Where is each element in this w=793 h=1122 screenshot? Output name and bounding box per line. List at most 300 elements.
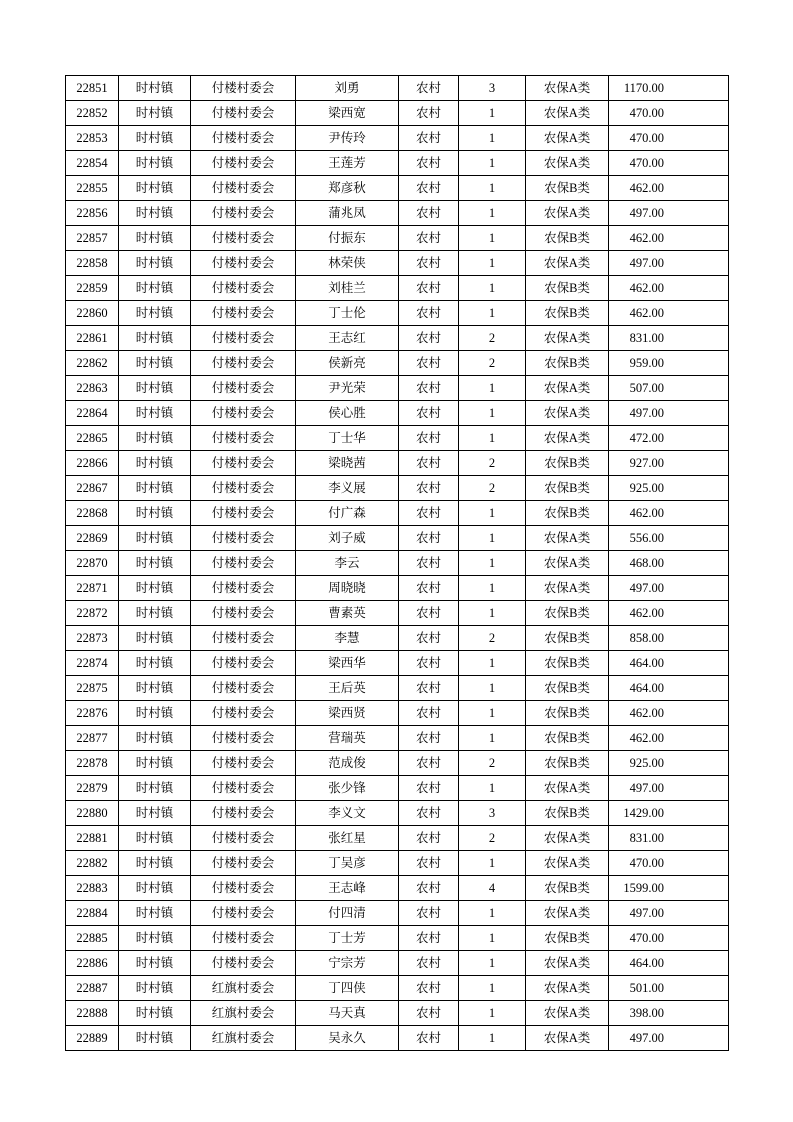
cell-category: 农保B类 [526,701,609,726]
cell-id: 22883 [66,876,119,901]
cell-type: 农村 [399,926,459,951]
table-row [66,901,729,926]
cell-amount: 497.00 [609,901,729,926]
cell-type: 农村 [399,776,459,801]
cell-name: 丁士芳 [296,926,399,951]
cell-name: 王志峰 [296,876,399,901]
cell-town: 时村镇 [119,201,191,226]
cell-name: 侯心胜 [296,401,399,426]
cell-amount: 927.00 [609,451,729,476]
cell-id: 22871 [66,576,119,601]
cell-name: 李云 [296,551,399,576]
cell-id: 22868 [66,501,119,526]
cell-category: 农保A类 [526,776,609,801]
table-row [66,226,729,251]
cell-type: 农村 [399,876,459,901]
cell-town: 时村镇 [119,276,191,301]
cell-village: 付楼村委会 [191,551,296,576]
cell-id: 22869 [66,526,119,551]
cell-category: 农保B类 [526,801,609,826]
cell-name: 宁宗芳 [296,951,399,976]
cell-village: 付楼村委会 [191,651,296,676]
cell-name: 付振东 [296,226,399,251]
cell-type: 农村 [399,576,459,601]
cell-count: 1 [459,551,526,576]
cell-type: 农村 [399,276,459,301]
cell-count: 1 [459,251,526,276]
cell-type: 农村 [399,651,459,676]
table-row [66,476,729,501]
cell-id: 22855 [66,176,119,201]
cell-town: 时村镇 [119,126,191,151]
cell-category: 农保B类 [526,751,609,776]
cell-count: 1 [459,1001,526,1026]
cell-count: 2 [459,451,526,476]
cell-village: 付楼村委会 [191,676,296,701]
cell-amount: 497.00 [609,201,729,226]
cell-count: 1 [459,776,526,801]
cell-id: 22866 [66,451,119,476]
cell-count: 1 [459,201,526,226]
cell-id: 22879 [66,776,119,801]
cell-village: 红旗村委会 [191,976,296,1001]
cell-id: 22863 [66,376,119,401]
cell-type: 农村 [399,676,459,701]
cell-name: 马天真 [296,1001,399,1026]
cell-amount: 468.00 [609,551,729,576]
cell-category: 农保B类 [526,876,609,901]
cell-category: 农保A类 [526,251,609,276]
cell-category: 农保A类 [526,76,609,101]
cell-town: 时村镇 [119,476,191,501]
table-row [66,301,729,326]
cell-category: 农保B类 [526,926,609,951]
cell-amount: 1599.00 [609,876,729,901]
cell-category: 农保B类 [526,476,609,501]
cell-category: 农保A类 [526,526,609,551]
cell-village: 付楼村委会 [191,201,296,226]
cell-type: 农村 [399,751,459,776]
cell-amount: 501.00 [609,976,729,1001]
cell-town: 时村镇 [119,1026,191,1051]
cell-count: 1 [459,726,526,751]
cell-amount: 497.00 [609,251,729,276]
cell-category: 农保A类 [526,826,609,851]
cell-category: 农保B类 [526,451,609,476]
cell-name: 刘勇 [296,76,399,101]
cell-count: 1 [459,501,526,526]
cell-count: 1 [459,851,526,876]
cell-count: 1 [459,701,526,726]
cell-amount: 464.00 [609,951,729,976]
cell-village: 付楼村委会 [191,751,296,776]
cell-village: 付楼村委会 [191,701,296,726]
cell-town: 时村镇 [119,851,191,876]
cell-name: 营瑞英 [296,726,399,751]
cell-id: 22875 [66,676,119,701]
cell-village: 付楼村委会 [191,176,296,201]
cell-name: 丁吴彦 [296,851,399,876]
cell-village: 付楼村委会 [191,801,296,826]
cell-town: 时村镇 [119,401,191,426]
cell-amount: 464.00 [609,676,729,701]
cell-name: 李义展 [296,476,399,501]
cell-name: 林荣侠 [296,251,399,276]
cell-count: 1 [459,126,526,151]
cell-town: 时村镇 [119,926,191,951]
cell-category: 农保A类 [526,901,609,926]
cell-name: 尹光荣 [296,376,399,401]
cell-id: 22859 [66,276,119,301]
cell-type: 农村 [399,501,459,526]
cell-type: 农村 [399,201,459,226]
cell-type: 农村 [399,151,459,176]
cell-town: 时村镇 [119,901,191,926]
cell-town: 时村镇 [119,251,191,276]
cell-type: 农村 [399,426,459,451]
table-body [66,76,729,1051]
cell-id: 22865 [66,426,119,451]
cell-village: 付楼村委会 [191,776,296,801]
cell-town: 时村镇 [119,576,191,601]
cell-id: 22876 [66,701,119,726]
cell-amount: 472.00 [609,426,729,451]
cell-village: 付楼村委会 [191,526,296,551]
cell-name: 王莲芳 [296,151,399,176]
cell-count: 2 [459,626,526,651]
cell-amount: 497.00 [609,1026,729,1051]
table-row [66,976,729,1001]
cell-name: 丁四侠 [296,976,399,1001]
cell-id: 22877 [66,726,119,751]
cell-village: 付楼村委会 [191,226,296,251]
cell-category: 农保A类 [526,101,609,126]
cell-village: 付楼村委会 [191,626,296,651]
table-row [66,876,729,901]
cell-town: 时村镇 [119,1001,191,1026]
cell-amount: 497.00 [609,401,729,426]
cell-village: 付楼村委会 [191,901,296,926]
cell-town: 时村镇 [119,726,191,751]
table-row [66,951,729,976]
cell-category: 农保A类 [526,401,609,426]
cell-town: 时村镇 [119,801,191,826]
cell-count: 1 [459,101,526,126]
cell-amount: 462.00 [609,176,729,201]
cell-count: 1 [459,676,526,701]
cell-name: 刘子威 [296,526,399,551]
cell-village: 付楼村委会 [191,601,296,626]
cell-name: 张少锋 [296,776,399,801]
cell-count: 1 [459,151,526,176]
cell-category: 农保B类 [526,726,609,751]
cell-count: 1 [459,1026,526,1051]
cell-category: 农保A类 [526,201,609,226]
cell-village: 付楼村委会 [191,251,296,276]
cell-village: 付楼村委会 [191,126,296,151]
table-row [66,576,729,601]
cell-category: 农保A类 [526,376,609,401]
cell-category: 农保B类 [526,651,609,676]
table-row [66,176,729,201]
cell-town: 时村镇 [119,176,191,201]
cell-type: 农村 [399,601,459,626]
table-row [66,201,729,226]
cell-amount: 497.00 [609,576,729,601]
cell-count: 2 [459,326,526,351]
cell-name: 周晓晓 [296,576,399,601]
cell-town: 时村镇 [119,226,191,251]
cell-id: 22864 [66,401,119,426]
cell-type: 农村 [399,451,459,476]
cell-town: 时村镇 [119,151,191,176]
cell-id: 22853 [66,126,119,151]
table-row [66,251,729,276]
cell-name: 付广森 [296,501,399,526]
cell-id: 22867 [66,476,119,501]
table-row [66,826,729,851]
cell-type: 农村 [399,176,459,201]
cell-village: 付楼村委会 [191,726,296,751]
cell-category: 农保A类 [526,1026,609,1051]
cell-amount: 462.00 [609,226,729,251]
cell-id: 22885 [66,926,119,951]
benefits-table [65,75,729,1051]
cell-amount: 470.00 [609,126,729,151]
cell-name: 郑彦秋 [296,176,399,201]
table-row [66,351,729,376]
cell-town: 时村镇 [119,951,191,976]
table-row [66,676,729,701]
cell-type: 农村 [399,301,459,326]
cell-type: 农村 [399,326,459,351]
table-row [66,701,729,726]
cell-type: 农村 [399,126,459,151]
cell-town: 时村镇 [119,101,191,126]
cell-village: 付楼村委会 [191,851,296,876]
cell-amount: 470.00 [609,926,729,951]
cell-amount: 470.00 [609,151,729,176]
cell-category: 农保B类 [526,301,609,326]
cell-amount: 497.00 [609,776,729,801]
cell-type: 农村 [399,976,459,1001]
cell-type: 农村 [399,76,459,101]
cell-village: 付楼村委会 [191,426,296,451]
cell-village: 付楼村委会 [191,76,296,101]
cell-town: 时村镇 [119,426,191,451]
cell-name: 曹素英 [296,601,399,626]
cell-category: 农保A类 [526,576,609,601]
cell-category: 农保A类 [526,851,609,876]
cell-id: 22873 [66,626,119,651]
cell-amount: 959.00 [609,351,729,376]
cell-town: 时村镇 [119,351,191,376]
cell-amount: 470.00 [609,101,729,126]
cell-count: 1 [459,601,526,626]
cell-id: 22882 [66,851,119,876]
cell-count: 1 [459,401,526,426]
cell-type: 农村 [399,626,459,651]
cell-town: 时村镇 [119,376,191,401]
cell-count: 2 [459,351,526,376]
cell-category: 农保A类 [526,976,609,1001]
cell-town: 时村镇 [119,676,191,701]
cell-type: 农村 [399,851,459,876]
cell-type: 农村 [399,351,459,376]
cell-name: 吴永久 [296,1026,399,1051]
table-row [66,751,729,776]
cell-count: 1 [459,426,526,451]
cell-village: 付楼村委会 [191,376,296,401]
cell-village: 红旗村委会 [191,1001,296,1026]
cell-id: 22880 [66,801,119,826]
cell-amount: 462.00 [609,726,729,751]
cell-town: 时村镇 [119,826,191,851]
cell-type: 农村 [399,526,459,551]
cell-village: 付楼村委会 [191,951,296,976]
cell-name: 梁晓茜 [296,451,399,476]
cell-type: 农村 [399,251,459,276]
cell-name: 付四清 [296,901,399,926]
cell-type: 农村 [399,476,459,501]
cell-name: 尹传玲 [296,126,399,151]
cell-town: 时村镇 [119,526,191,551]
cell-type: 农村 [399,376,459,401]
cell-amount: 462.00 [609,501,729,526]
cell-village: 付楼村委会 [191,101,296,126]
table-row [66,276,729,301]
cell-category: 农保A类 [526,326,609,351]
cell-id: 22860 [66,301,119,326]
cell-village: 付楼村委会 [191,401,296,426]
cell-type: 农村 [399,901,459,926]
cell-category: 农保A类 [526,951,609,976]
cell-count: 1 [459,376,526,401]
table-row [66,1026,729,1051]
table-row [66,926,729,951]
cell-name: 梁西华 [296,651,399,676]
cell-type: 农村 [399,951,459,976]
cell-town: 时村镇 [119,326,191,351]
cell-type: 农村 [399,401,459,426]
cell-type: 农村 [399,801,459,826]
table-row [66,601,729,626]
table-row [66,1001,729,1026]
cell-count: 1 [459,976,526,1001]
cell-id: 22886 [66,951,119,976]
cell-amount: 462.00 [609,276,729,301]
cell-count: 1 [459,226,526,251]
cell-town: 时村镇 [119,501,191,526]
cell-id: 22851 [66,76,119,101]
cell-type: 农村 [399,826,459,851]
cell-type: 农村 [399,101,459,126]
cell-amount: 398.00 [609,1001,729,1026]
cell-type: 农村 [399,701,459,726]
cell-id: 22861 [66,326,119,351]
table-row [66,801,729,826]
table-row [66,726,729,751]
cell-town: 时村镇 [119,976,191,1001]
cell-amount: 462.00 [609,601,729,626]
cell-name: 丁士华 [296,426,399,451]
cell-town: 时村镇 [119,751,191,776]
cell-name: 李义文 [296,801,399,826]
cell-amount: 1429.00 [609,801,729,826]
cell-village: 付楼村委会 [191,326,296,351]
cell-count: 2 [459,476,526,501]
table-row [66,451,729,476]
cell-id: 22856 [66,201,119,226]
table-row [66,151,729,176]
table-row [66,551,729,576]
table-row [66,776,729,801]
cell-count: 1 [459,901,526,926]
cell-town: 时村镇 [119,451,191,476]
cell-category: 农保B类 [526,501,609,526]
cell-amount: 464.00 [609,651,729,676]
cell-category: 农保B类 [526,626,609,651]
cell-id: 22854 [66,151,119,176]
cell-category: 农保A类 [526,1001,609,1026]
cell-id: 22862 [66,351,119,376]
cell-id: 22870 [66,551,119,576]
cell-name: 侯新亮 [296,351,399,376]
cell-count: 1 [459,926,526,951]
cell-category: 农保B类 [526,226,609,251]
table-row [66,76,729,101]
cell-amount: 507.00 [609,376,729,401]
cell-name: 刘桂兰 [296,276,399,301]
cell-id: 22857 [66,226,119,251]
table-row [66,426,729,451]
cell-category: 农保B类 [526,601,609,626]
cell-village: 付楼村委会 [191,501,296,526]
cell-type: 农村 [399,1001,459,1026]
table-row [66,376,729,401]
cell-village: 付楼村委会 [191,151,296,176]
table-row [66,526,729,551]
cell-amount: 470.00 [609,851,729,876]
cell-count: 1 [459,651,526,676]
cell-town: 时村镇 [119,876,191,901]
cell-town: 时村镇 [119,776,191,801]
table-row [66,626,729,651]
cell-type: 农村 [399,551,459,576]
cell-name: 梁西宽 [296,101,399,126]
cell-name: 梁西贤 [296,701,399,726]
cell-id: 22881 [66,826,119,851]
cell-count: 3 [459,76,526,101]
cell-count: 2 [459,826,526,851]
cell-id: 22884 [66,901,119,926]
cell-id: 22852 [66,101,119,126]
cell-amount: 462.00 [609,701,729,726]
cell-count: 1 [459,951,526,976]
cell-town: 时村镇 [119,601,191,626]
cell-name: 李慧 [296,626,399,651]
cell-id: 22858 [66,251,119,276]
cell-town: 时村镇 [119,551,191,576]
cell-village: 付楼村委会 [191,476,296,501]
cell-id: 22878 [66,751,119,776]
table-row [66,126,729,151]
cell-category: 农保A类 [526,126,609,151]
cell-count: 1 [459,526,526,551]
cell-name: 王后英 [296,676,399,701]
cell-count: 1 [459,176,526,201]
cell-category: 农保B类 [526,676,609,701]
